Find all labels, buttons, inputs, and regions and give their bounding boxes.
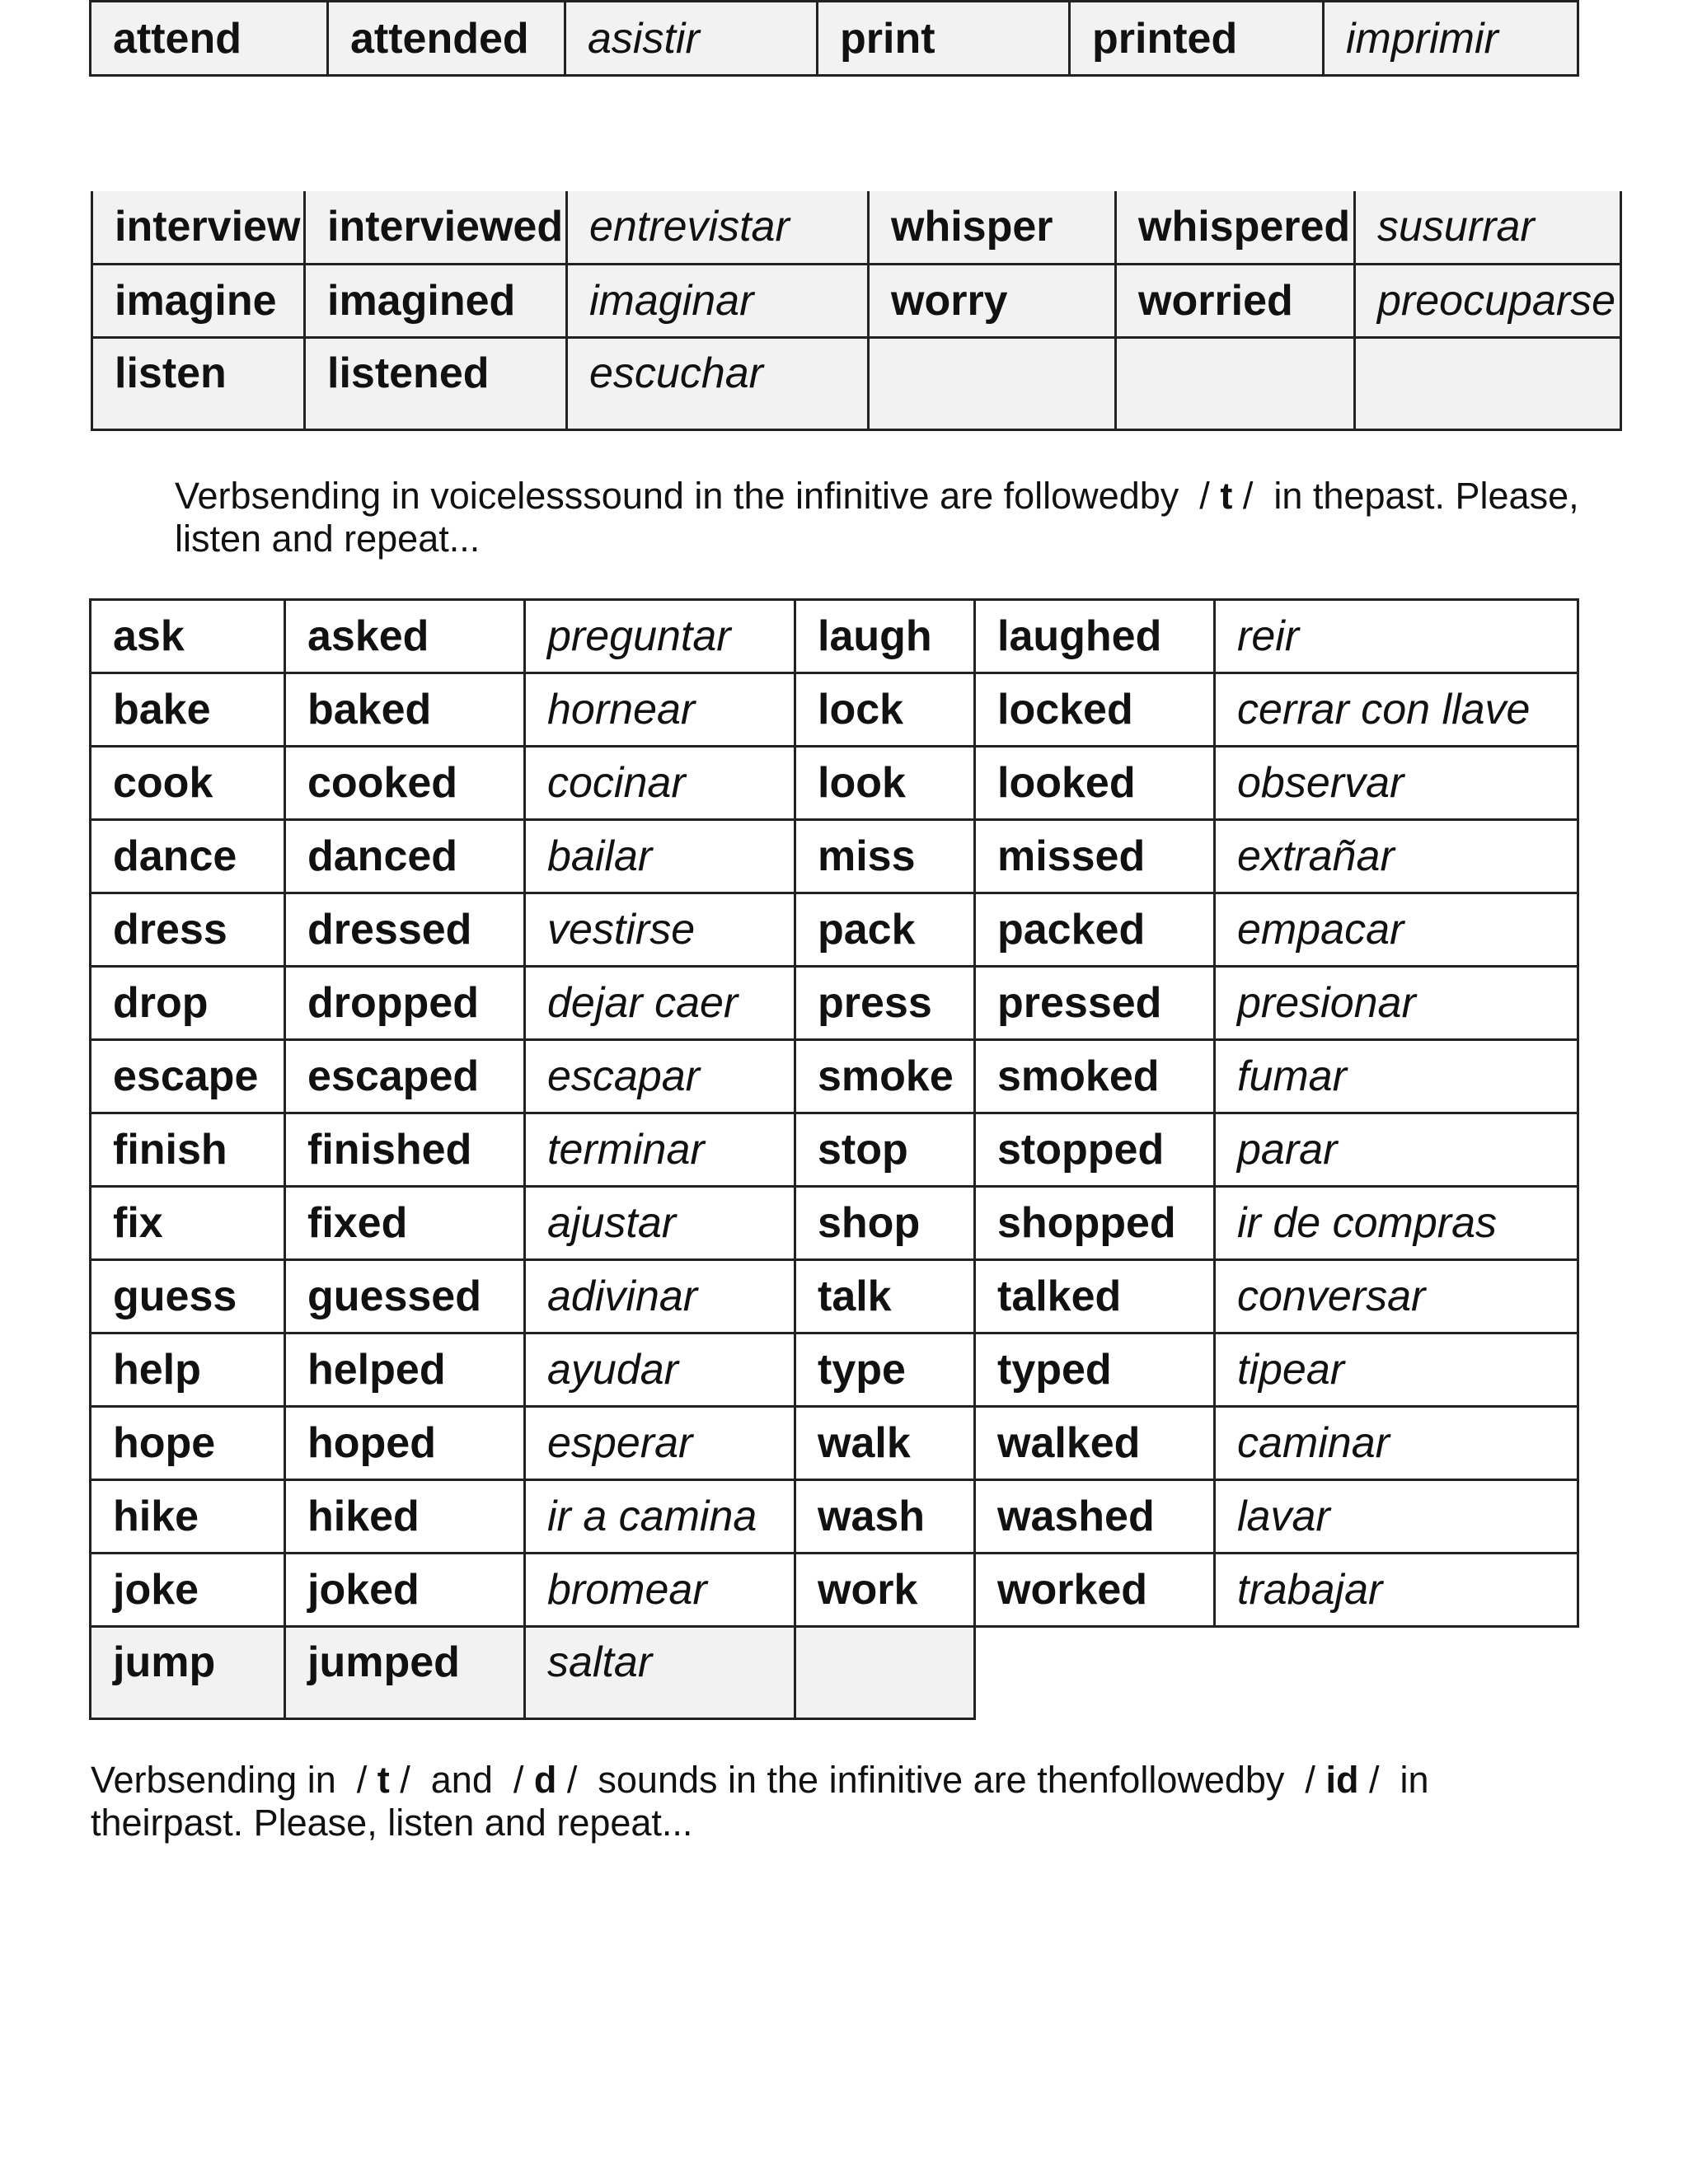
translation-cell: conversar	[1215, 1260, 1578, 1333]
instruction-text: sounds in the infinitive are thenfollowedby	[598, 1759, 1285, 1801]
infinitive-cell: fix	[91, 1187, 285, 1260]
table-row	[92, 337, 1621, 429]
infinitive-cell: bake	[91, 673, 285, 747]
past-cell: hiked	[285, 1480, 525, 1554]
instruction-line-1: Verbsending in / t / and / d / sounds in the infinitive are thenfollowedby / id / in	[91, 1759, 1429, 1801]
infinitive-cell: help	[91, 1333, 285, 1407]
past-cell: joked	[285, 1554, 525, 1627]
instruction-text: in	[1400, 1759, 1429, 1801]
sound-symbol: d	[533, 1759, 557, 1801]
translation-cell: reir	[1215, 600, 1578, 673]
translation-cell: imprimir	[1324, 2, 1578, 76]
voiceless-verb-table	[89, 598, 1579, 1720]
translation-cell: extrañar	[1215, 820, 1578, 893]
voiceless-instruction	[175, 475, 1625, 560]
translation-cell: escapar	[525, 1040, 795, 1113]
translation-cell: bromear	[525, 1554, 795, 1627]
infinitive-cell: jump	[91, 1627, 285, 1719]
translation-cell: trabajar	[1215, 1554, 1578, 1627]
infinitive-cell: joke	[91, 1554, 285, 1627]
past-cell: asked	[285, 600, 525, 673]
past-cell: listened	[305, 337, 567, 429]
infinitive-cell: attend	[91, 2, 328, 76]
infinitive-cell: worry	[869, 264, 1116, 337]
table-row	[91, 1113, 1578, 1187]
infinitive-cell: smoke	[795, 1040, 975, 1113]
translation-cell: escuchar	[567, 337, 869, 429]
past-cell: fixed	[285, 1187, 525, 1260]
infinitive-cell: press	[795, 967, 975, 1040]
past-cell: stopped	[975, 1113, 1215, 1187]
translation-cell: imaginar	[567, 264, 869, 337]
table-row	[92, 264, 1621, 337]
past-cell: pressed	[975, 967, 1215, 1040]
infinitive-cell: drop	[91, 967, 285, 1040]
translation-cell: saltar	[525, 1627, 795, 1719]
past-cell: escaped	[285, 1040, 525, 1113]
translation-cell: ir a camina	[525, 1480, 795, 1554]
table-row	[91, 1260, 1578, 1333]
infinitive-cell: type	[795, 1333, 975, 1407]
past-cell: guessed	[285, 1260, 525, 1333]
translation-cell: empacar	[1215, 893, 1578, 967]
past-cell: attended	[328, 2, 565, 76]
past-cell: walked	[975, 1407, 1215, 1480]
infinitive-cell: ask	[91, 600, 285, 673]
empty-cell	[869, 337, 1116, 429]
infinitive-cell: escape	[91, 1040, 285, 1113]
past-cell: packed	[975, 893, 1215, 967]
infinitive-cell: interview	[92, 191, 305, 264]
translation-cell: cocinar	[525, 747, 795, 820]
past-cell: worried	[1116, 264, 1355, 337]
table-row	[91, 600, 1578, 673]
table-row	[91, 2, 1578, 76]
translation-cell: asistir	[565, 2, 818, 76]
infinitive-cell: hope	[91, 1407, 285, 1480]
past-cell: hoped	[285, 1407, 525, 1480]
top-verb-table	[89, 0, 1579, 77]
translation-cell: bailar	[525, 820, 795, 893]
infinitive-cell: dress	[91, 893, 285, 967]
past-cell: danced	[285, 820, 525, 893]
slash: /	[1199, 475, 1210, 517]
instruction-line-2: listen and repeat...	[175, 518, 481, 560]
instruction-text: Verbsending in	[91, 1759, 336, 1801]
past-cell: dressed	[285, 893, 525, 967]
infinitive-cell: stop	[795, 1113, 975, 1187]
translation-cell: lavar	[1215, 1480, 1578, 1554]
infinitive-cell: miss	[795, 820, 975, 893]
infinitive-cell: cook	[91, 747, 285, 820]
past-cell: cooked	[285, 747, 525, 820]
infinitive-cell: whisper	[869, 191, 1116, 264]
translation-cell: esperar	[525, 1407, 795, 1480]
instruction-line-2: theirpast. Please, listen and repeat...	[91, 1802, 693, 1844]
empty-cell	[1116, 337, 1355, 429]
infinitive-cell: dance	[91, 820, 285, 893]
table-row	[91, 1333, 1578, 1407]
translation-cell: fumar	[1215, 1040, 1578, 1113]
past-cell: missed	[975, 820, 1215, 893]
past-cell: locked	[975, 673, 1215, 747]
sound-symbol: t	[377, 1759, 390, 1801]
infinitive-cell: hike	[91, 1480, 285, 1554]
translation-cell: parar	[1215, 1113, 1578, 1187]
instruction-text: Verbsending in voicelesssound in the infinitive are followedby	[175, 475, 1179, 517]
sound-symbol: id	[1325, 1759, 1359, 1801]
infinitive-cell: lock	[795, 673, 975, 747]
infinitive-cell: guess	[91, 1260, 285, 1333]
table-row	[91, 673, 1578, 747]
translation-cell: preocuparse	[1355, 264, 1621, 337]
translation-cell: preguntar	[525, 600, 795, 673]
translation-cell: presionar	[1215, 967, 1578, 1040]
table-row	[91, 1480, 1578, 1554]
past-cell: whispered	[1116, 191, 1355, 264]
infinitive-cell: walk	[795, 1407, 975, 1480]
translation-cell: terminar	[525, 1113, 795, 1187]
table-row	[91, 1627, 1578, 1719]
past-cell: interviewed	[305, 191, 567, 264]
past-cell: printed	[1070, 2, 1324, 76]
past-cell: dropped	[285, 967, 525, 1040]
past-cell: washed	[975, 1480, 1215, 1554]
blank-space	[975, 1627, 1215, 1719]
table-row	[92, 191, 1621, 264]
past-cell: imagined	[305, 264, 567, 337]
past-cell: typed	[975, 1333, 1215, 1407]
translation-cell: caminar	[1215, 1407, 1578, 1480]
infinitive-cell: listen	[92, 337, 305, 429]
translation-cell: susurrar	[1355, 191, 1621, 264]
past-cell: smoked	[975, 1040, 1215, 1113]
sound-symbol: t	[1220, 475, 1233, 517]
infinitive-cell: imagine	[92, 264, 305, 337]
past-cell: worked	[975, 1554, 1215, 1627]
table-row	[91, 1407, 1578, 1480]
translation-cell: adivinar	[525, 1260, 795, 1333]
slash: /	[1242, 475, 1254, 517]
table-row	[91, 967, 1578, 1040]
table-row	[91, 1040, 1578, 1113]
table-row	[91, 820, 1578, 893]
table-row	[91, 1554, 1578, 1627]
infinitive-cell: print	[818, 2, 1070, 76]
table-row	[91, 893, 1578, 967]
instruction-text: and	[430, 1759, 493, 1801]
translation-cell: ayudar	[525, 1333, 795, 1407]
translation-cell: cerrar con llave	[1215, 673, 1578, 747]
past-cell: helped	[285, 1333, 525, 1407]
translation-cell: tipear	[1215, 1333, 1578, 1407]
table-row	[91, 1187, 1578, 1260]
infinitive-cell: talk	[795, 1260, 975, 1333]
translation-cell: ajustar	[525, 1187, 795, 1260]
blank-space	[1215, 1627, 1578, 1719]
empty-cell	[795, 1627, 975, 1719]
translation-cell: observar	[1215, 747, 1578, 820]
past-cell: talked	[975, 1260, 1215, 1333]
infinitive-cell: pack	[795, 893, 975, 967]
translation-cell: ir de compras	[1215, 1187, 1578, 1260]
past-cell: shopped	[975, 1187, 1215, 1260]
instruction-line-1	[175, 475, 1625, 518]
infinitive-cell: wash	[795, 1480, 975, 1554]
voiced-verb-table	[91, 191, 1622, 431]
past-cell: looked	[975, 747, 1215, 820]
infinitive-cell: finish	[91, 1113, 285, 1187]
translation-cell: dejar caer	[525, 967, 795, 1040]
translation-cell: hornear	[525, 673, 795, 747]
infinitive-cell: shop	[795, 1187, 975, 1260]
table-row	[91, 747, 1578, 820]
infinitive-cell: work	[795, 1554, 975, 1627]
instruction-text: in thepast. Please,	[1273, 475, 1579, 517]
past-cell: finished	[285, 1113, 525, 1187]
translation-cell: entrevistar	[567, 191, 869, 264]
past-cell: jumped	[285, 1627, 525, 1719]
past-cell: laughed	[975, 600, 1215, 673]
infinitive-cell: look	[795, 747, 975, 820]
empty-cell	[1355, 337, 1621, 429]
td-instruction	[91, 1759, 1574, 1844]
past-cell: baked	[285, 673, 525, 747]
translation-cell: vestirse	[525, 893, 795, 967]
infinitive-cell: laugh	[795, 600, 975, 673]
